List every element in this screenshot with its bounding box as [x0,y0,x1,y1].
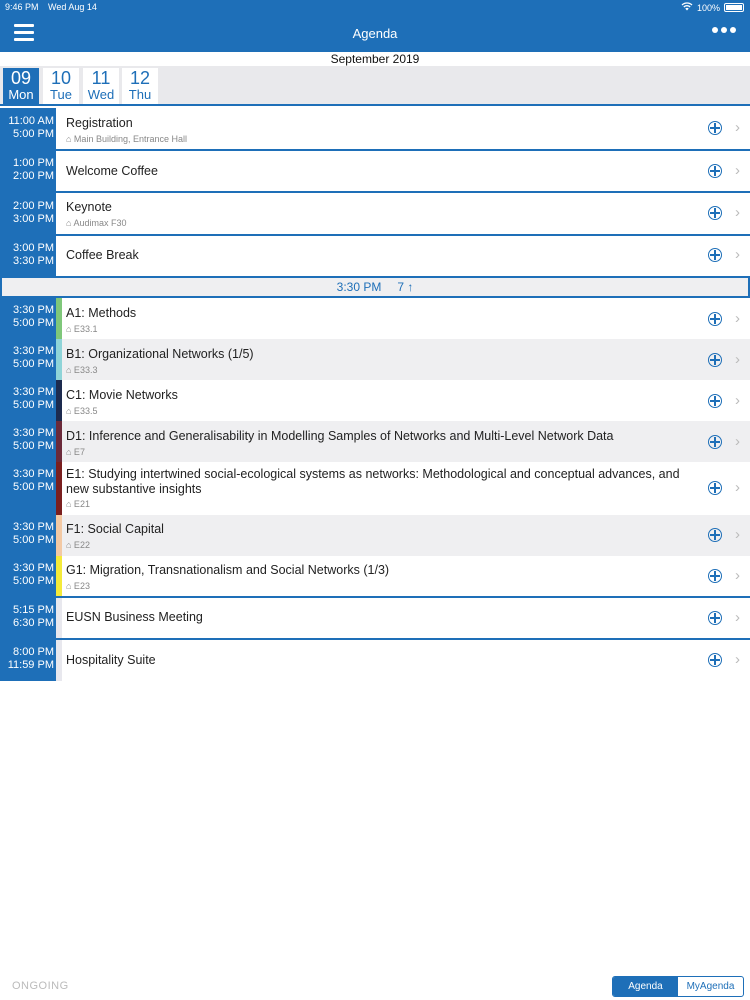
time-column [0,556,56,596]
end-time: 5:00 PM [13,575,54,587]
end-time: 5:00 PM [13,440,54,452]
track-color-bar [56,640,62,681]
start-time: 11:00 AM [8,115,54,127]
track-color-bar [56,193,62,234]
add-circle-icon[interactable] [708,569,722,583]
event-title: D1: Inference and Generalisability in Modelling Samples of Networks and Multi-Level Network Data [66,429,614,443]
time-column [0,151,56,191]
battery-icon [724,3,744,12]
agenda-row[interactable] [0,515,750,556]
start-time: 3:30 PM [13,562,54,574]
add-circle-icon[interactable] [708,528,722,542]
time-column [0,108,56,149]
chevron-right-icon: › [735,204,740,221]
track-color-bar [56,598,62,638]
time-column [0,193,56,234]
event-title: F1: Social Capital [66,522,164,536]
add-circle-icon[interactable] [708,248,722,262]
agenda-row[interactable] [0,380,750,421]
event-location: ⌂ E21 [66,499,90,509]
add-circle-icon[interactable] [708,312,722,326]
event-title: A1: Methods [66,306,137,320]
nav-bar [0,14,750,52]
ongoing-button[interactable]: ONGOING [12,980,69,992]
event-title: E1: Studying intertwined social-ecological systems as networks: Methodological and conceptual advances, and new substantive insights [66,467,680,496]
agenda-row[interactable] [0,193,750,234]
track-color-bar [56,298,62,339]
time-column [0,380,56,421]
event-title: C1: Movie Networks [66,388,178,402]
chevron-right-icon: › [735,433,740,450]
day-number: 12 [129,68,151,88]
chevron-right-icon: › [735,246,740,263]
time-column [0,298,56,339]
end-time: 5:00 PM [13,481,54,493]
event-title: Coffee Break [66,248,139,262]
end-time: 6:30 PM [13,617,54,629]
status-right [681,2,744,13]
end-time: 5:00 PM [13,399,54,411]
tab-agenda[interactable]: Agenda [613,977,678,996]
chevron-right-icon: › [735,651,740,668]
add-circle-icon[interactable] [708,121,722,135]
end-time: 3:00 PM [13,213,54,225]
track-color-bar [56,515,62,556]
track-color-bar [56,556,62,596]
agenda-row[interactable] [0,421,750,462]
track-color-bar [56,108,62,149]
start-time: 3:30 PM [13,468,54,480]
more-dots-icon[interactable] [712,27,736,33]
add-circle-icon[interactable] [708,394,722,408]
event-location: ⌂ E33.1 [66,324,98,334]
day-tab-thu[interactable] [122,68,158,104]
add-circle-icon[interactable] [708,164,722,178]
agenda-row[interactable] [0,108,750,149]
end-time: 5:00 PM [13,128,54,140]
day-tab-mon[interactable] [3,68,39,104]
end-time: 5:00 PM [13,358,54,370]
agenda-row[interactable] [0,462,750,515]
start-time: 3:30 PM [13,386,54,398]
time-column [0,236,56,276]
day-weekday: Tue [50,87,72,102]
chevron-right-icon: › [735,526,740,543]
agenda-row[interactable] [0,640,750,681]
start-time: 3:30 PM [13,427,54,439]
start-time: 3:30 PM [13,345,54,357]
end-time: 2:00 PM [13,170,54,182]
track-color-bar [56,380,62,421]
event-title: Hospitality Suite [66,653,156,667]
time-column [0,421,56,462]
time-column [0,515,56,556]
track-color-bar [56,462,62,515]
day-tab-wed[interactable] [83,68,119,104]
add-circle-icon[interactable] [708,611,722,625]
end-time: 5:00 PM [13,317,54,329]
add-circle-icon[interactable] [708,481,722,495]
chevron-right-icon: › [735,567,740,584]
wifi-icon [681,2,693,13]
add-circle-icon[interactable] [708,353,722,367]
agenda-row[interactable] [0,236,750,276]
track-color-bar [56,421,62,462]
time-column [0,598,56,638]
day-number: 09 [10,68,32,88]
start-time: 8:00 PM [13,646,54,658]
start-time: 3:00 PM [13,242,54,254]
track-color-bar [56,151,62,191]
end-time: 11:59 PM [7,659,54,671]
status-time: 9:46 PM [5,2,39,12]
add-circle-icon[interactable] [708,435,722,449]
add-circle-icon[interactable] [708,206,722,220]
day-number: 11 [91,68,111,88]
chevron-right-icon: › [735,351,740,368]
event-title: EUSN Business Meeting [66,610,203,624]
start-time: 2:00 PM [13,200,54,212]
day-tab-tue[interactable] [43,68,79,104]
day-weekday: Mon [8,87,34,102]
day-weekday: Wed [87,87,115,102]
chevron-right-icon: › [735,310,740,327]
start-time: 5:15 PM [13,604,54,616]
event-title: B1: Organizational Networks (1/5) [66,347,254,361]
chevron-right-icon: › [735,479,740,496]
day-tabs [0,66,750,106]
add-circle-icon[interactable] [708,653,722,667]
battery-percent: 100% [696,2,720,13]
end-time: 5:00 PM [13,534,54,546]
event-location: ⌂ E23 [66,581,90,591]
track-color-bar [56,339,62,380]
status-bar [0,0,750,14]
event-title: Welcome Coffee [66,164,158,178]
start-time: 3:30 PM [13,521,54,533]
track-color-bar [56,236,62,276]
start-time: 3:30 PM [13,304,54,316]
day-weekday: Thu [128,87,152,102]
time-column [0,339,56,380]
event-location: ⌂ E33.5 [66,406,98,416]
status-date: Wed Aug 14 [48,2,97,12]
tab-myagenda[interactable]: MyAgenda [686,981,735,992]
event-title: Keynote [66,200,112,214]
page-title: Agenda [352,26,398,41]
end-time: 3:30 PM [13,255,54,267]
event-location: ⌂ Audimax F30 [66,218,127,228]
agenda-row[interactable] [0,151,750,191]
agenda-row[interactable] [0,598,750,638]
event-location: ⌂ E33.3 [66,365,98,375]
chevron-right-icon: › [735,119,740,136]
event-location: ⌂ E22 [66,540,90,550]
agenda-row[interactable] [0,556,750,596]
now-marker[interactable] [0,276,750,298]
chevron-right-icon: › [735,392,740,409]
now-time: 3:30 PM [336,280,382,294]
event-location: ⌂ E7 [66,447,85,457]
time-column [0,640,56,681]
chevron-right-icon: › [735,162,740,179]
agenda-row[interactable] [0,298,750,339]
month-label: September 2019 [330,52,420,66]
event-title: G1: Migration, Transnationalism and Social Networks (1/3) [66,563,390,577]
day-number: 10 [50,68,72,88]
event-title: Registration [66,116,133,130]
time-column [0,462,56,515]
agenda-segmented-control [612,976,744,997]
now-count: 7 ↑ [397,280,414,294]
event-location: ⌂ Main Building, Entrance Hall [66,134,187,144]
chevron-right-icon: › [735,609,740,626]
start-time: 1:00 PM [13,157,54,169]
agenda-row[interactable] [0,339,750,380]
